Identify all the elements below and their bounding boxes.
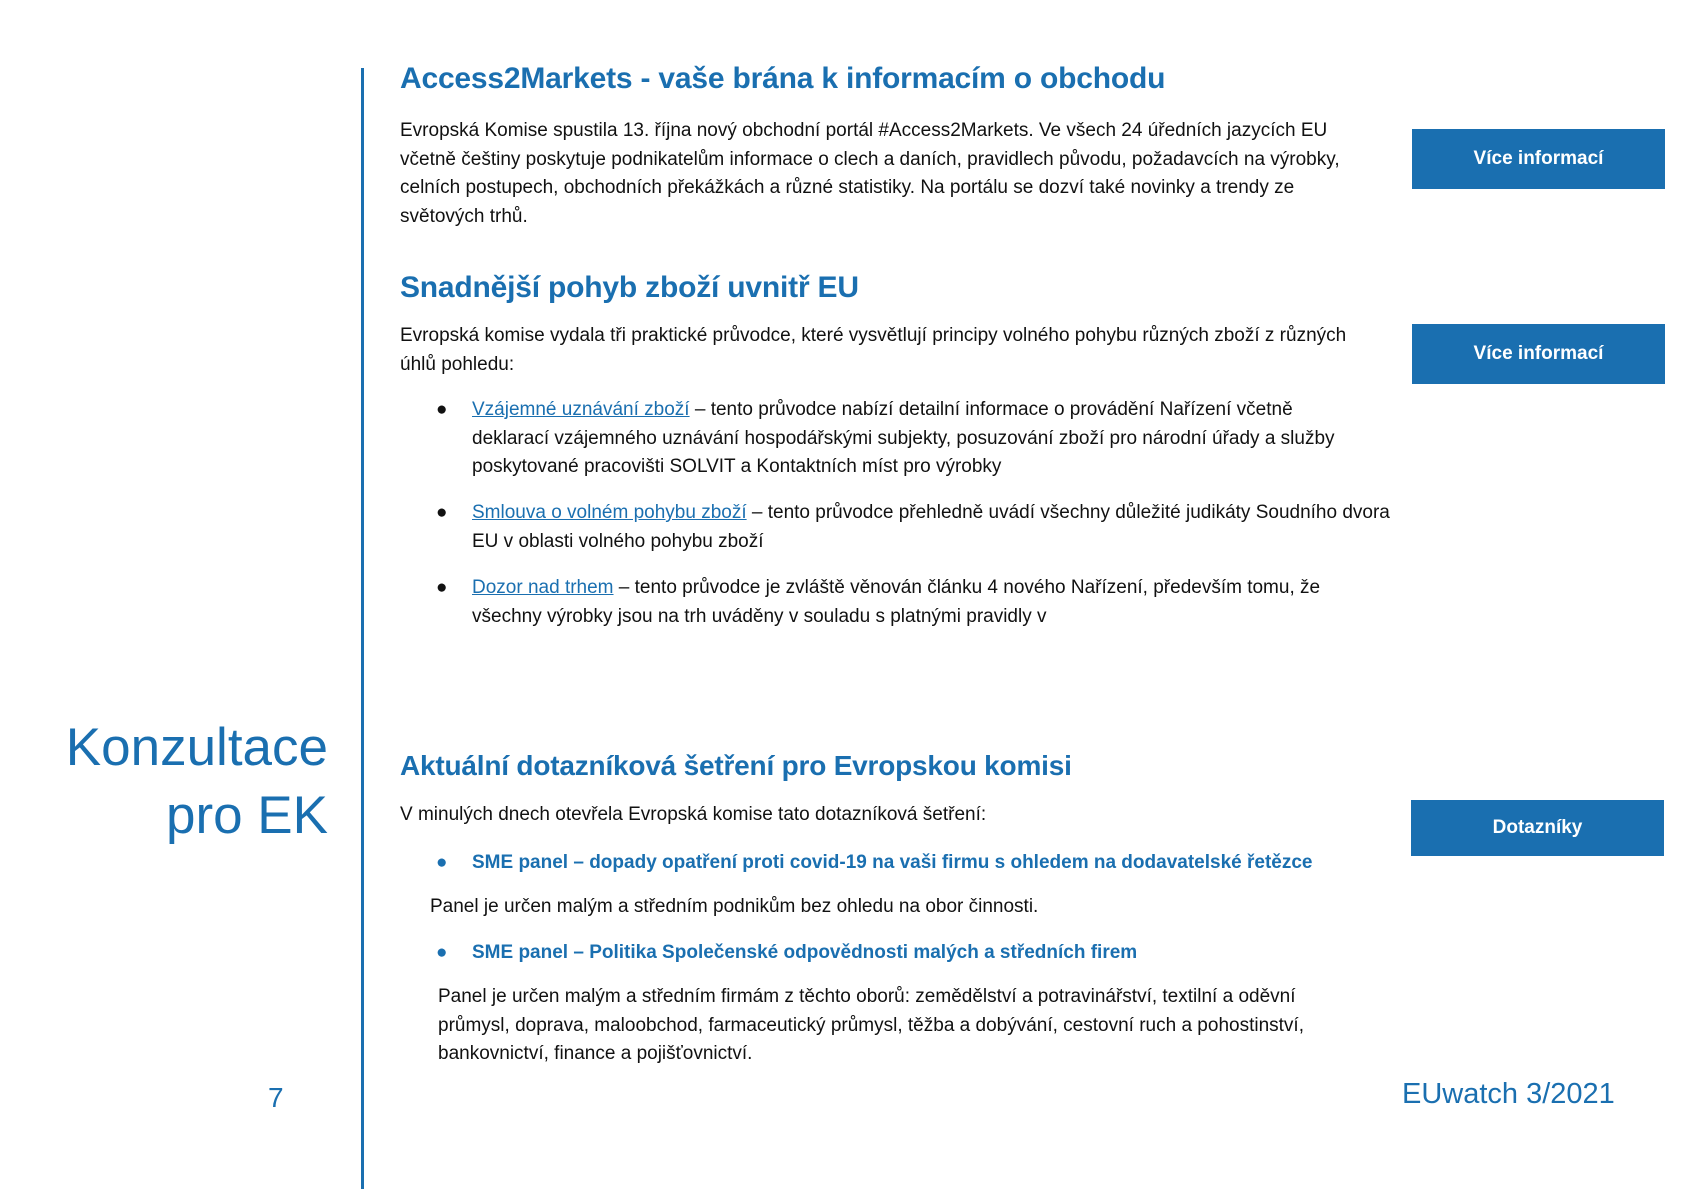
section-title-line2: pro EK <box>165 786 328 845</box>
more-info-button-1[interactable]: Více informací <box>1412 129 1665 189</box>
survey-title[interactable]: SME panel – dopady opatření proti covid-19 na vaši firmu s ohledem na dodavatelské řetězce <box>472 852 1313 873</box>
surveys-button[interactable]: Dotazníky <box>1411 800 1664 856</box>
link-free-movement-treaty[interactable]: Smlouva o volném pohybu zboží <box>472 502 747 523</box>
bullet-icon: ● <box>436 942 448 963</box>
list-item-text: – tento průvodce je zvláště věnován článku 4 nového Nařízení, především tomu, že všechny výrobky jsou na trh uváděny v souladu s platnými pravidly v <box>472 577 1321 627</box>
heading-surveys: Aktuální dotazníková šetření pro Evropskou komisi <box>400 750 1072 781</box>
section-title-konzultace <box>8 714 328 850</box>
footer-brand: EUwatch 3/2021 <box>1402 1078 1615 1110</box>
link-market-surveillance[interactable]: Dozor nad trhem <box>472 577 614 598</box>
survey-title[interactable]: SME panel – Politika Společenské odpovědnosti malých a středních firem <box>472 942 1138 963</box>
paragraph-movement-of-goods: Evropská komise vydala tři praktické průvodce, které vysvětlují principy volného pohybu různých zboží z různých úhlů pohledu: <box>400 325 1347 375</box>
bullet-icon: ● <box>436 852 448 873</box>
survey-description: Panel je určen malým a středním firmám z těchto oborů: zemědělství a potravinářství, textilní a oděvní průmysl, doprava, maloobchod, farmaceutický průmysl, těžba a dobývání, cestovní ruch a pohostinství, bankovnictví, finance a pojišťovnictví. <box>438 986 1304 1064</box>
bullet-icon: ● <box>436 399 448 420</box>
heading-movement-of-goods: Snadnější pohyb zboží uvnitř EU <box>400 271 859 304</box>
bullet-icon: ● <box>436 577 448 598</box>
paragraph-surveys-intro: V minulých dnech otevřela Evropská komise tato dotazníková šetření: <box>400 804 987 825</box>
list-item-text: – tento průvodce přehledně uvádí všechny důležité judikáty Soudního dvora EU v oblasti volného pohybu zboží <box>472 502 1390 552</box>
list-item-text: – tento průvodce nabízí detailní informace o provádění Nařízení včetně deklarací vzájemného uznávání hospodářskými subjekty, posuzování zboží pro národní úřady a služby poskytované pracovišti SOLVIT a Kontaktních míst pro výrobky <box>472 399 1335 477</box>
paragraph-access2markets: Evropská Komise spustila 13. října nový obchodní portál #Access2Markets. Ve všech 24 úředních jazycích EU včetně češtiny poskytuje podnikatelům informace o clech a daních, pravidlech původu, požadavcích na výrobky, celních postupech, obchodních překážkách a různé statistiky. Na portálu se dozví také novinky a trendy ze světových trhů. <box>400 120 1340 227</box>
page-number: 7 <box>268 1082 284 1113</box>
bullet-icon: ● <box>436 502 448 523</box>
section-title-line1: Konzultace <box>65 718 328 777</box>
link-mutual-recognition[interactable]: Vzájemné uznávání zboží <box>472 399 690 420</box>
heading-access2markets: Access2Markets - vaše brána k informacím o obchodu <box>400 62 1166 95</box>
vertical-divider <box>361 68 364 1189</box>
survey-description: Panel je určen malým a středním podnikům bez ohledu na obor činnosti. <box>430 896 1039 917</box>
more-info-button-2[interactable]: Více informací <box>1412 324 1665 384</box>
